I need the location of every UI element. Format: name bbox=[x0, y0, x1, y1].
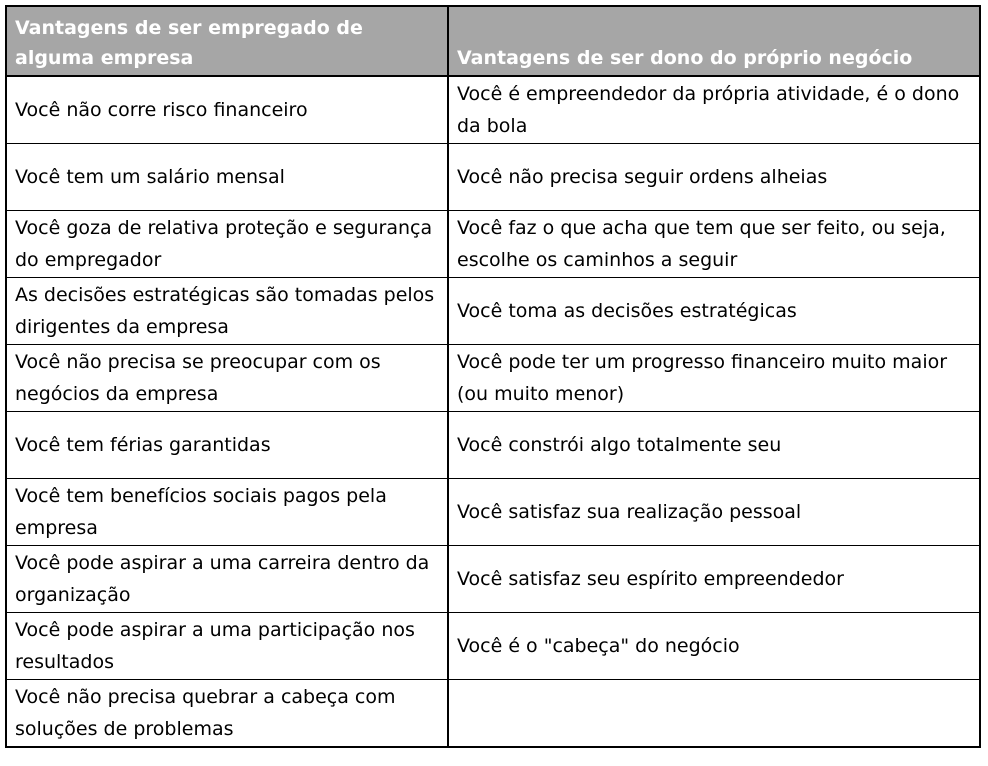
cell-owner: Você não precisa seguir ordens alheias bbox=[448, 144, 980, 211]
cell-employee: Você goza de relativa proteção e segurança do empregador bbox=[6, 211, 448, 278]
table-row bbox=[6, 412, 980, 479]
table-row bbox=[6, 546, 980, 613]
cell-owner bbox=[448, 680, 980, 748]
table-row bbox=[6, 479, 980, 546]
cell-owner: Você constrói algo totalmente seu bbox=[448, 412, 980, 479]
cell-employee: As decisões estratégicas são tomadas pelos dirigentes da empresa bbox=[6, 278, 448, 345]
comparison-table bbox=[5, 5, 981, 748]
cell-owner: Você faz o que acha que tem que ser feito, ou seja, escolhe os caminhos a seguir bbox=[448, 211, 980, 278]
table-row bbox=[6, 613, 980, 680]
cell-owner: Você é o "cabeça" do negócio bbox=[448, 613, 980, 680]
table-row bbox=[6, 345, 980, 412]
cell-employee: Você tem benefícios sociais pagos pela empresa bbox=[6, 479, 448, 546]
cell-owner: Você satisfaz sua realização pessoal bbox=[448, 479, 980, 546]
cell-employee: Você não corre risco financeiro bbox=[6, 76, 448, 144]
table-row bbox=[6, 680, 980, 748]
cell-employee: Você pode aspirar a uma carreira dentro da organização bbox=[6, 546, 448, 613]
cell-employee: Você não precisa se preocupar com os negócios da empresa bbox=[6, 345, 448, 412]
cell-employee: Você não precisa quebrar a cabeça com soluções de problemas bbox=[6, 680, 448, 748]
cell-owner: Você é empreendedor da própria atividade, é o dono da bola bbox=[448, 76, 980, 144]
cell-owner: Você satisfaz seu espírito empreendedor bbox=[448, 546, 980, 613]
table-row bbox=[6, 76, 980, 144]
header-employee: Vantagens de ser empregado de alguma empresa bbox=[6, 6, 448, 76]
cell-employee: Você tem um salário mensal bbox=[6, 144, 448, 211]
cell-owner: Você pode ter um progresso financeiro muito maior (ou muito menor) bbox=[448, 345, 980, 412]
cell-employee: Você tem férias garantidas bbox=[6, 412, 448, 479]
table-row bbox=[6, 144, 980, 211]
table-row bbox=[6, 278, 980, 345]
header-owner: Vantagens de ser dono do próprio negócio bbox=[448, 6, 980, 76]
table-row bbox=[6, 211, 980, 278]
header-row bbox=[6, 6, 980, 76]
cell-owner: Você toma as decisões estratégicas bbox=[448, 278, 980, 345]
cell-employee: Você pode aspirar a uma participação nos resultados bbox=[6, 613, 448, 680]
